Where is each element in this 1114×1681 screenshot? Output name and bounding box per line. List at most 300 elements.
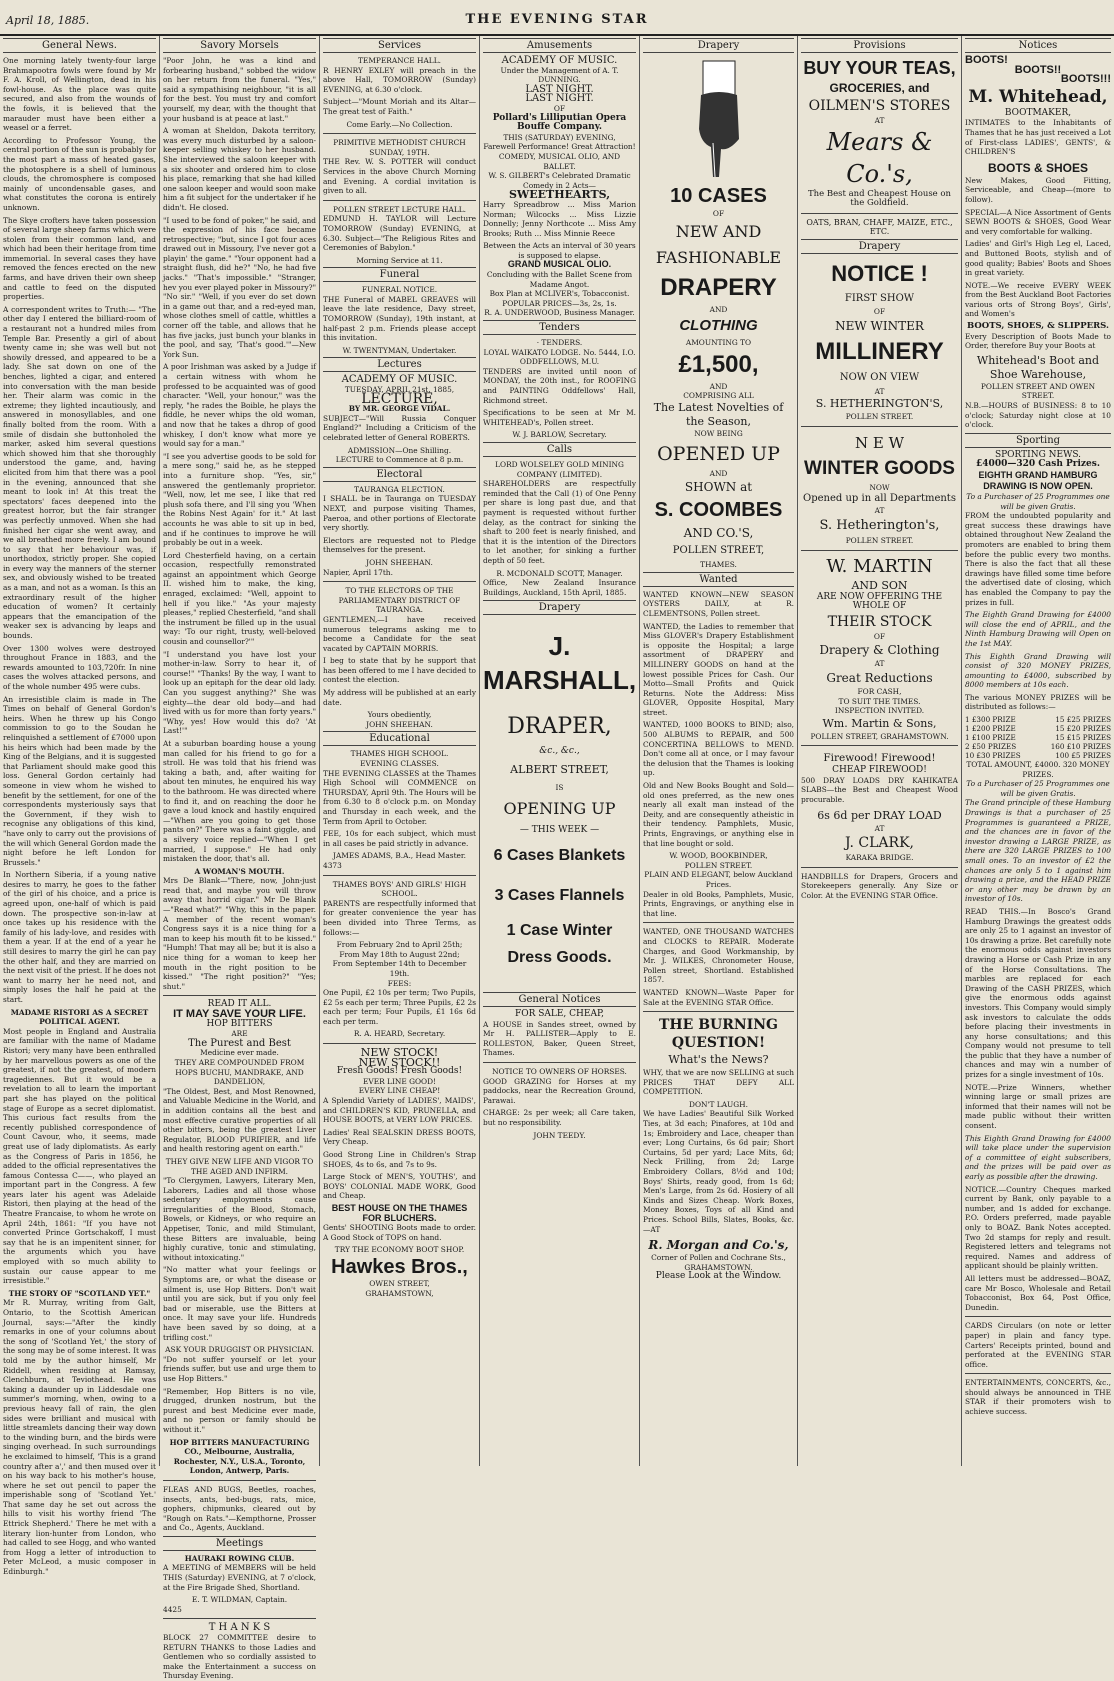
- notice-text: OF: [553, 103, 566, 113]
- prize-cell: 1 £300 PRIZE: [965, 715, 1016, 725]
- ad-line: AT: [874, 659, 885, 669]
- ad-text: Ladies' and Girl's High Leg el, Laced, and Buttoned Boots, stylish and of good quality; Babies' Boots and Shoes in great variety.: [965, 239, 1111, 278]
- notice-title: THAMES BOYS' AND GIRLS' HIGH SCHOOL.: [332, 879, 467, 899]
- ad-line: POLLEN STREET AND OWEN STREET.: [980, 381, 1096, 401]
- ad-text: New Makes, Good Fitting, Serviceable, and Cheap—(more to follow).: [965, 175, 1111, 204]
- ad-line: AND SON: [851, 578, 908, 592]
- ad-line: HOPS BUCHU, MANDRAKE, AND DANDELION,: [175, 1067, 304, 1087]
- ad-line: THEY ARE COMPOUNDED FROM: [174, 1057, 305, 1067]
- section-heading: Funeral: [323, 267, 476, 282]
- ad-line: NOW BEING: [694, 428, 743, 438]
- article-title: THE STORY OF "SCOTLAND YET.": [8, 1288, 151, 1298]
- prize-cell: 15 £20 PRIZES: [1055, 724, 1111, 734]
- notice-text: COMEDY, MUSICAL OLIO, AND BALLET.: [498, 151, 621, 171]
- notice-text: The various MONEY PRIZES will be distributed as follows:—: [965, 692, 1111, 712]
- notice-text: FEE, 10s for each subject, which must in all cases be paid strictly in advance.: [323, 829, 476, 848]
- ad-line: 3 Cases Flannels: [494, 887, 625, 905]
- ad-text: "To Clergymen, Lawyers, Literary Men, Laborers, Ladies and all those whose sedentary employments cause irregularities of the Blood, Stomach, Bowels, or Kidneys, or who require an Appetiser, Tonic, and mild Stimulant, these Bitters are invaluable, being highly curative, tonic and stimulating, without intoxicating.": [163, 1176, 316, 1262]
- notice-signature: W. TWENTYMAN, Undertaker.: [342, 345, 457, 355]
- notice-text: From February 2nd to April 25th;: [336, 940, 463, 950]
- notice-text: Farewell Performance! Great Attraction!: [483, 142, 636, 152]
- notice-title: HAURAKI ROWING CLUB.: [184, 1553, 295, 1563]
- ad-line: Opened up in all Departments: [803, 493, 956, 505]
- ad-line: TRY THE ECONOMY BOOT SHOP.: [334, 1245, 465, 1255]
- ad-amount: £1,500,: [678, 350, 759, 378]
- ad-line: Great Reductions: [826, 670, 933, 685]
- wanted-notice: WANTED, ONE THOUSAND WATCHES and CLOCKS to REPAIR. Moderate Charges, and Good Workmanship, by Mr. J. WILKES, Chronometer House, Pollen street, Shortland. Established 1857.: [643, 927, 794, 985]
- ad-headline: MILLINERY: [815, 337, 944, 365]
- anecdote: Lord Chesterfield having, on a certain occasion, respectfully remonstrated against an appointment which George II. wished him to make, the king, enraged, exclaimed: "Well, appoint to hell if you like." "As your majesty pleases," replied Chesterfield, "and shall the instrument be filled up in the usual way: 'To our right, trusty, well-beloved cousin and counsellor?'": [163, 550, 316, 647]
- notice-signature: JOHN TEEDY.: [533, 1130, 586, 1140]
- ad-line: Please Look at the Window.: [655, 1271, 782, 1282]
- prize-row: [965, 742, 1111, 751]
- ad-line: N E W: [854, 433, 905, 452]
- ad-line: NOW ON VIEW: [839, 371, 920, 383]
- ad-text: WHY, that we are now SELLING at such PRICES THAT DEFY ALL COMPETITION.: [643, 1068, 794, 1097]
- notice-title: PRIMITIVE METHODIST CHURCH SUNDAY, 19TH.: [333, 138, 466, 157]
- notice-title: TEMPERANCE HALL.: [358, 56, 441, 65]
- ad-text: A Splendid Variety of LADIES', MAIDS', and CHILDREN'S KID, PRUNELLA, and HOUSE BOOTS, at VERY LOW PRICES.: [323, 1096, 476, 1125]
- notice-text: SUBJECT—"Will Russia Conquer England?" Including a Criticism of the celebrated letter of General ROBERTS.: [323, 413, 476, 442]
- ad-text: "Remember, Hop Bitters is no vile, drugged, drunken nostrum, but the purest and best Medicine ever made, and no person or family should be without it.": [163, 1386, 316, 1434]
- section-heading: Provisions: [801, 38, 958, 53]
- ad-text: FLEAS AND BUGS, Beetles, roaches, insects, ants, bed-bugs, rats, mice, gophers, chipmunks, cleared out by "Rough on Rats."—Kempthorne, Prosser and Co., Agents, Auckland.: [163, 1484, 316, 1533]
- ad-line: HOP BITTERS MANUFACTURING CO., Melbourne, Australia, Rochester, N.Y., U.S.A., Toronto, London, Antwerp, Paris.: [169, 1437, 310, 1476]
- notice-text: Under the Management of A. T. DUNNING.: [500, 65, 619, 85]
- ad-line: BOOTS!: [965, 54, 1008, 66]
- ad-line: EVER LINE GOOD!: [363, 1076, 436, 1086]
- ad-line: AT: [874, 506, 885, 516]
- notice-text: £4000—320 Cash Prizes.: [976, 459, 1100, 470]
- ad-read: READ IT ALL.: [207, 999, 272, 1010]
- notice-text: R HENRY EXLEY will preach in the above Hall, TOMORROW (Sunday) EVENING, at 6.30 o'clock.: [323, 65, 476, 94]
- ad-line: AND: [709, 381, 728, 391]
- ad-line: AND: [709, 468, 728, 478]
- ad-headline: Firewood! Firewood!: [823, 752, 936, 765]
- prize-cell: 1 £100 PRIZE: [965, 733, 1016, 743]
- column-amusements: [480, 36, 640, 1466]
- ad-headline: OPENING UP: [503, 799, 616, 819]
- prize-row: [965, 724, 1111, 733]
- ad-line: POLLEN STREET.: [845, 412, 914, 422]
- ad-text: Gents' SHOOTING Boots made to order. A Good Stock of TOPS on hand.: [323, 1223, 476, 1242]
- notice-text: TOTAL AMOUNT, £4000. 320 MONEY PRIZES.: [966, 760, 1110, 779]
- notice-text: SHAREHOLDERS are respectfully reminded that the Call (1) of One Penny per share is long past due, and that payment is requested without further delay, as the contract for sinking the shaft to 200 feet is nearly finished, and that it is the intention of the Directors to let another, for sinking a further depth of 50 feet.: [483, 479, 636, 565]
- article: The Skye crofters have taken possession of several large sheep farms which were stolen from their common land, and which had been their heritage from time immemorial. In several cases they have removed the fences erected on the new farms, and have driven their own sheep and cattle to feed on the disputed properties.: [3, 215, 156, 302]
- notice-text: BY MR. GEORGE VIDAL.: [348, 404, 451, 414]
- ad-line: COMPRISING ALL: [683, 391, 754, 401]
- notice-text: This Eighth Grand Drawing will consist of 320 MONEY PRIZES, amounting to £4000, subscribed by 8000 members at 10s each.: [965, 651, 1111, 690]
- notice-title: TAURANGA ELECTION.: [354, 484, 445, 494]
- notice-title: · TENDERS.: [536, 338, 583, 348]
- notice-signature: R. A. HEARD, Secretary.: [353, 1029, 446, 1039]
- wanted-notice: Old and New Books Bought and Sold—old ones preferred, as the new ones nearly all exalt man instead of the Deity, and are consequently atheistic in their tendency. Pamphlets, Music, Prints, Engravings, or anything else in that line bought or sold.: [643, 781, 794, 848]
- notice-text: NOTICE.—Country Cheques marked current by Bank, only payable to a number, and 1s added for exchange. P.O. Orders preferred, made payable only to BOAZ. Bank Notes accepted. Two 2d stamps for reply and result. Registered letters and telegrams not required. Names and address of applicant should be plainly written.: [965, 1184, 1111, 1271]
- ad-line: AT: [874, 386, 885, 396]
- notice-text: My address will be published at an early date.: [323, 688, 476, 707]
- ad-text: SPECIAL—A Nice Assortment of Gents SEWN BOOTS & SHOES, Good Wear and very comfortable for walking.: [965, 207, 1111, 236]
- notice-text: To a Purchaser of 25 Programmes one will be given Gratis.: [966, 492, 1110, 511]
- notice-signature: E. T. WILDMAN, Captain.: [191, 1595, 288, 1605]
- section-heading: Calls: [483, 442, 636, 457]
- ad-line: HOP BITTERS: [206, 1018, 273, 1029]
- section-heading: Meetings: [163, 1536, 316, 1551]
- notice-signature: JOHN SHEEHAN.: [366, 557, 433, 567]
- ad-line: The Latest Novelties of the Season,: [653, 400, 784, 428]
- ad-headline: 10 CASES: [670, 185, 767, 207]
- section-heading: Sporting: [965, 433, 1111, 448]
- issue-date: April 18, 1885.: [6, 14, 90, 27]
- ad-line: ALBERT STREET,: [510, 762, 609, 776]
- anecdote: At a suburban boarding house a young man called for his friend to go for a stroll. He was told that his friend was taking a bath, and, after waiting for about ten minutes, he enquired his way to the bathroom. He was directed where to find it, and on reaching the door he gave a loud knock and hastily enquired—"When are you going to get those pants on?" There was a faint giggle, and a silvery voice replied—"When I get married, I suppose." He had only mistaken the door, that's all.: [163, 738, 316, 864]
- notice-text: TENDERS are invited until noon of MONDAY, the 20th inst., for ROOFING and PAINTING Oddfellows' Hall, Richmond street.: [483, 366, 636, 405]
- notice-text: FROM the undoubted popularity and great success these drawings have obtained throughout New Zealand the promoters are enabled to bring them before the public every two months. There is also the fact that all these drawings have filled some time before the advertised date of closing, which has enabled the Company to pay the prizes in full.: [965, 511, 1111, 607]
- notice-text: NOTE.—Prize Winners, whether winning large or small prizes are informed that their names will not be made public without their written consent.: [965, 1082, 1111, 1131]
- notice-text: I SHALL be in Tauranga on TUESDAY NEXT, and purpose visiting Thames, Paeroa, and other portions of Electorate very shortly.: [323, 494, 476, 533]
- ad-line: The Purest and Best: [188, 1037, 291, 1049]
- notice-text: Come Early.—No Collection.: [346, 119, 453, 129]
- ad-text: Large Stock of MEN'S, YOUTHS', and BOYS' COLONIAL MADE WORK, Good and Cheap.: [323, 1172, 476, 1201]
- notice-headline: LECTURE,: [361, 390, 438, 407]
- column-drapery: [640, 36, 798, 1466]
- ad-line: BOOTS, SHOES, & SLIPPERS.: [967, 321, 1109, 332]
- notice-signature: W. WOOD, BOOKBINDER,: [669, 851, 768, 861]
- ad-line: OF: [712, 209, 725, 218]
- notice-text: EDMUND H. TAYLOR will Lecture TOMORROW (Sunday) EVENING, at 6.30. Subject—"The Religious Rites and Ceremonies of Babylon.": [323, 214, 476, 253]
- ad-line: DON'T LAUGH.: [689, 1099, 748, 1109]
- ad-brand: W. MARTIN: [826, 555, 933, 577]
- notice-headline: SWEETHEARTS,: [508, 188, 611, 202]
- ad-line: Corner of Pollen and Cochrane Sts., GRAHAMSTOWN.: [651, 1253, 786, 1272]
- notice-text: GENTLEMEN,—I have received numerous telegrams asking me to become a Candidate for the seat vacated by CAPTAIN MORRIS.: [323, 614, 476, 653]
- ad-text: NOTE.—We receive EVERY WEEK from the Best Auckland Boot Factories various orts of Strong Boys', Girls', and Women's: [965, 280, 1111, 319]
- notice-text: Pollard's Lilliputian Opera Bouffe Company.: [492, 112, 627, 133]
- section-heading: Tenders: [483, 320, 636, 335]
- ad-line: AT: [874, 823, 885, 833]
- section-heading: Services: [323, 38, 476, 53]
- notice-signature: R. A. UNDERWOOD, Business Manager.: [484, 308, 635, 318]
- notice-text: Between the Acts an interval of 30 years is supposed to elapse.: [483, 241, 636, 260]
- prize-row: [965, 733, 1111, 742]
- ad-line: FASHIONABLE: [655, 247, 782, 267]
- notice-text: Concluding with the Ballet Scene from Madame Angot.: [486, 270, 633, 289]
- ad-line: THEIR STOCK: [827, 613, 932, 630]
- notice-text: CARDS Circulars (on note or letter paper) in plain and fancy type. Carters' Receipts printed, bound and perforated at the EVENING STAR office.: [965, 1321, 1111, 1369]
- notice-signature: JOHN SHEEHAN.: [366, 719, 433, 729]
- ad-headline: NEW STOCK!: [360, 1046, 439, 1060]
- notice-text: GOOD GRAZING for Horses at my paddocks, near the Recreation Ground, Parawai.: [483, 1076, 636, 1105]
- notice-text: LECTURE to Commence at 8 p.m.: [335, 455, 464, 465]
- notice-text: Dealer in old Books, Pamphlets, Music, Prints, Engravings, or anything else in that line.: [643, 889, 794, 918]
- ad-line: FIRST SHOW: [844, 292, 915, 304]
- section-heading: Notices: [965, 38, 1111, 53]
- notice-text: BLOCK 27 COMMITTEE desire to RETURN THANKS to those Ladies and Gentlemen who so cordially assisted to make the Entertainment a success on Thursday Evening.: [163, 1633, 316, 1681]
- column-general-news: [0, 36, 160, 1577]
- notice-title: SPORTING NEWS.: [994, 449, 1082, 460]
- anecdote: A poor Irishman was asked by a Judge if a certain witness with whom he professed to be acquainted was of good character. "Well, your honour," was the reply, "he rades the Boible, he plays the fiddle, he never whips the old woman, and now that he takes a dhrop of good whiskey, I don't know what more ye would say for a man.": [163, 362, 316, 449]
- anecdote-title: A WOMAN'S MOUTH.: [194, 866, 285, 876]
- ad-text: INTIMATES to the Inhabitants of Thames that he has just received a Lot of First-class LADIES', GENTS', & CHILDREN'S: [965, 118, 1111, 157]
- pointing-hand-icon: [689, 59, 749, 179]
- prize-cell: 15 £15 PRIZES: [1055, 733, 1111, 743]
- notice-title: T H A N K S: [208, 1622, 271, 1634]
- notice-text: This Eighth Grand Drawing for £4000 will take place under the supervision of a committee of eight subscribers, and the prizes will be paid over as early as possible after the drawing.: [965, 1133, 1111, 1181]
- ad-brand: S. Hetherington's,: [819, 517, 940, 533]
- notice-text: THE Funeral of MABEL GREAVES will leave the late residence, Davy street, TOMORROW (Sunday), 19th instant, at half-past 2 p.m. Friends please accept this invitation.: [323, 294, 476, 343]
- ad-line: GRAHAMSTOWN,: [365, 1288, 434, 1298]
- ad-line: BOOTMAKER,: [1004, 107, 1072, 118]
- notice-text: THE Rev. W. S. POTTER will conduct Services in the above Church Morning and Evening. A cordial invitation is given to all.: [323, 157, 476, 196]
- ad-headline: DRAPER,: [507, 714, 612, 740]
- ad-headline: NOTICE !: [831, 260, 928, 286]
- notice-text: Napier, April 17th.: [323, 567, 393, 577]
- ad-brand: R. Morgan and Co.'s,: [648, 1238, 789, 1253]
- wanted-notice: WANTED, the Ladies to remember that Miss GLOVER's Drapery Establishment is opposite the Hospital; a large assortment of DRAPERY and MILLINERY GOODS on hand at the lowest possible Prices for Cash. Our Motto—Small Profits and Quick Returns. Note the Address: Miss GLOVER, Opposite Hospital, Mary street.: [643, 621, 794, 717]
- ad-line: THAMES.: [700, 560, 737, 570]
- ad-text: N.B.—HOURS of BUSINESS: 8 to 10 o'clock; Saturday night close at 10 o'clock.: [965, 401, 1111, 430]
- ad-headline: WINTER GOODS: [804, 457, 955, 479]
- ad-text: "Do not suffer yourself or let your friends suffer, but use and urge them to use Hop Bitters.": [163, 1354, 316, 1383]
- anecdote: "Poor John, he was a kind and forbearing husband," sobbed the widow on her return from the funeral. "Yes," said a sympathising neighbour, "it is all for the best. You must try and comfort yourself, my dear, with the thought that your husband is at peace at last.": [163, 56, 316, 123]
- ad-line: AND: [709, 304, 728, 314]
- ad-headline: CLOTHING: [679, 317, 758, 335]
- notice-signature: R. MCDONALD SCOTT, Manager.: [496, 568, 623, 578]
- column-savory-morsels: [160, 36, 320, 1681]
- ad-headline: BOOTS & SHOES: [987, 160, 1088, 175]
- ad-headline: IT MAY SAVE YOUR LIFE.: [173, 1008, 306, 1020]
- ad-line: 6 Cases Blankets: [493, 847, 626, 865]
- notice-headline: EIGHTH GRAND HAMBURG DRAWING IS NOW OPEN.: [978, 470, 1098, 491]
- prize-cell: 160 £10 PRIZES: [1050, 742, 1111, 752]
- ad-brand: Wm. Martin & Sons,: [822, 716, 937, 730]
- notice-text: Morning Service at 11.: [356, 255, 443, 265]
- section-heading: Drapery: [643, 38, 794, 53]
- notice-text: FEES:: [387, 978, 412, 988]
- ad-line: Fresh Goods! Fresh Goods!: [336, 1066, 463, 1077]
- prize-cell: 10 £30 PRIZES: [965, 751, 1021, 761]
- notice-title: LORD WOLSELEY GOLD MINING COMPANY (LIMITED).: [495, 459, 624, 479]
- ad-line: OF: [873, 306, 886, 316]
- anecdote: "I understand you have lost your mother-in-law. Sorry to hear it, of course!" "Thanks! By the way, I want to look up an epitaph for the dear old lady. Can you suggest anything?" She was eighty—the dear old body—and had lived with us for more than forty years." "Why, yes! How would this do? 'At Last!'": [163, 649, 316, 736]
- ad-line: 6s 6d per DRAY LOAD: [817, 808, 942, 822]
- article: An irresistible claim is made in The Times on behalf of General Gordon's heirs. When he threw up his Congo commission to go to the Soudan he relinquished a settlement of £7000 upon his heirs which had been made by the King of the Belgians, and it is suggested that Parliament should make good this loss. General Gordon certainly had someone in view whom he wished to benefit by the settlement, for one of the correspondents mysteriously says that the Government, if they wish to recognise any obligations of this kind, "have only to carry out the provisions of the will which General Gordon made the night before he left London for Brussels.": [3, 694, 156, 867]
- wanted-notice: WANTED, 1000 BOOKS to BIND; also, 500 ALBUMS to REPAIR, and 500 CONCERTINA BELLOWS to MEND. Don't come all at once, or I may favour the delusion that the Thames is looking up.: [643, 720, 794, 778]
- notice-text: I beg to state that by he support that has been offered to me I have decided to contest the election.: [323, 656, 477, 685]
- ad-line: CHEAP FIREWOOD!: [832, 765, 927, 776]
- notice-number: 4425: [163, 1604, 182, 1614]
- notice-title: POLLEN STREET LECTURE HALL.: [332, 204, 467, 214]
- notice-text: All letters must be addressed—BOAZ, care Mr Bosco, Wholesale and Retail Tobacconist, Box 64, Post Office, Dunedin.: [965, 1273, 1111, 1312]
- article: According to Professor Young, the central portion of the sun is probably for the most part a mass of heated gases, the photosphere is a shell of luminous clouds, the chromosphere is composed mainly of uncondensable gases, and what constitutes the corona is entirely unknown.: [3, 135, 156, 212]
- article: In Northern Siberia, if a young native desires to marry, he goes to the father of the girl of his choice, and a price is agreed upon, one-half of which is paid down. The prospective son-in-law at once takes up his residence with the family of his lady-love, and resides with them a year. If at the end of a year he still desires to marry the girl he can pay the other half, and they are married on the next visit of the priest. If he does not want to marry her he need not, and simply loses the half he paid at the start.: [3, 870, 156, 1004]
- notice-text: TUESDAY, APRIL 21st, 1885,: [344, 385, 455, 395]
- notice-signature: JAMES ADAMS, B.A., Head Master.: [333, 851, 466, 861]
- ad-line: NEW WINTER: [835, 318, 924, 333]
- ad-brand: Mears & Co.'s,: [826, 127, 933, 188]
- ad-line: NOW: [869, 482, 890, 492]
- notice-text: Subject—"Mount Moriah and its Altar—The great test of Faith.": [323, 97, 476, 116]
- prize-cell: 2 £50 PRIZES: [965, 742, 1017, 752]
- ad-headline: NEW STOCK!!: [358, 1055, 441, 1069]
- notice-title: FUNERAL NOTICE.: [361, 285, 438, 295]
- ad-line: OILMEN'S STORES: [808, 98, 951, 114]
- ad-line: TO SUIT THE TIMES.: [838, 696, 921, 706]
- prize-table: [965, 715, 1111, 760]
- notice-title: TO THE ELECTORS OF THE PARLIAMENTARY DISTRICT OF TAURANGA.: [338, 586, 461, 615]
- notice-text: LAST NIGHT.: [525, 93, 594, 105]
- ad-brand: Hawkes Bros.,: [331, 1255, 468, 1278]
- notice-text: Yours obediently,: [367, 710, 432, 720]
- ad-line: AND CO.'S,: [683, 526, 754, 541]
- ad-line: Medicine ever made.: [200, 1048, 279, 1058]
- notice-text: Office, New Zealand Insurance Buildings, Auckland, 15th April, 1885.: [483, 578, 636, 597]
- ad-brand: Whitehead's Boot and Shoe Warehouse,: [976, 353, 1100, 381]
- ad-line: INSPECTION INVITED.: [834, 706, 925, 716]
- anecdote: A woman at Sheldon, Dakota territory, was every much disturbed by a saloon-keeper selling whiskey to her husband. She interviewed the saloon keeper with a six shooter and ordered him to close his place, remarking that she had killed one saloon keeper and would soon make him a fit subject for the undertaker if he didn't. He closed.: [163, 126, 316, 212]
- ad-line: POLLEN STREET,: [672, 545, 765, 557]
- ad-headline: OPENED UP: [657, 442, 780, 465]
- article: Most people in England and Australia are familiar with the name of Madame Ristori; very many have been enthralled by her marvellous powers as one of the greatest, if not the greatest, of modern tragediennes. But it would be a revelation to all to learn the important part she has played on the political stage of Europe as a secret diplomatist. This curious fact results from the recently published correspondence of Count Cavour, who, it seems, made great use of lady diplomatists. As early as the Congress of Paris in 1856, he added to the official representatives the famous Contessa C——, who played an important part in the Congress. A few years later his agent was Adelaide Ristori, then playing at the head of the Theatre Francaise, to whom he wrote on April 24th, 1861: "If you have not converted Prince Gortschakoff, I must say that he is an impenitent sinner, for the arguments which you have employed with so much ability to sustain our cause appear to me irresistible.": [3, 1026, 156, 1286]
- notice-text: Harry Spreadbrow ... Miss Marion Norman; Wilcocks ... Miss Lizzie Donnelly; Jenny Northcote ... Miss Amy Brooks; Ruth ... Miss Minnie Reece: [483, 199, 636, 238]
- anecdote: "I see you advertise goods to be sold for a mere song," said he, as he stepped into a furniture shop. "Yes, sir," answered the gentlemanly proprietor. "Well, now, let me see, I like that red plush sofa there, and I'll sing you 'When the Robins Nest Again' for it." At last accounts he was able to sit up in bed, and if he continues to improve he will probably be out in a week.: [163, 451, 316, 548]
- ad-text: "No matter what your feelings or Symptoms are, or what the disease or ailment is, use Hop Bitters. Don't wait until you are sick, but if you only feel bad or miserable, use the Bitters at once. It may save your life. Hundreds have been saved by so doing, at a trifling cost.": [163, 1265, 316, 1342]
- notice-text: The Grand principle of these Hamburg Drawings is that a purchaser of 25 Programmes is guaranteed a PRIZE, and the chances are in favor of the investor drawing a LARGE PRIZE, as there are 320 LARGE PRIZES to 100 small ones. To an investor of £2 the chances are only 5 to 1 against him drawing a prize, and the HEAD PRIZE or any other may be drawn by an investor of 10s.: [965, 798, 1111, 904]
- prize-cell: 15 £25 PRIZES: [1055, 715, 1111, 725]
- ad-line: — THIS WEEK —: [519, 825, 600, 836]
- ad-line: GROCERIES, and: [829, 81, 930, 95]
- section-heading: Lectures: [323, 357, 476, 372]
- notice-title: NOTICE TO OWNERS OF HORSES.: [492, 1067, 627, 1077]
- article: One morning lately twenty-four large Brahmapootra fowls were found by Mr F. A. Kroll, of Wellington, dead in his fowl-house. As the place was quite secured, and also from the wounds of the fowls, it is believed that the marauder must have been either a weasel or a ferret.: [3, 56, 156, 133]
- notice-text: Specifications to be seen at Mr M. WHITEHEAD's, Pollen street.: [483, 408, 636, 427]
- prize-cell: 100 £5 PRIZES: [1055, 751, 1111, 761]
- ad-brand: S. HETHERINGTON'S,: [815, 397, 944, 411]
- article: A correspondent writes to Truth:— "The other day I entered the billiard-room of a restaurant not a hundred miles from Temple Bar. Presently a girl of about twenty came in; she was well but not showily dressed, and appeared to be a lady. She sat down on one of the benches, lighted a cigar, and entered into conversation with the man beside her. Their alarm was comic in the extreme; they lighted incautiously, and answered in monosyllables, and one finally bolted from the room. With a smile of disdain she buttonholed the marker, asked him several questions which showed him that she thoroughly understood the game, and, having elicited from him that there was a pool in the evening, announced that she meant to look in! At this treat the spectators' faces deepened into the greatest horror, but the fair stranger was perfectly unmoved. When she had finished her cigar she went away, and we all breathed more freely. I am bound to say that her behaviour was, if unorthodox, strictly proper. She copied in every way the manners of the sterner sex, and obviously wished to be treated as a man, and not as a woman. Is this an extraordinary result of the higher education of women? It certainly appears that the emancipation of the weaker sex is advancing by leaps and bounds.: [3, 304, 156, 641]
- notice-text: GRAND MUSICAL OLIO.: [507, 259, 612, 270]
- ad-line: BOOTS!!!: [1060, 73, 1111, 86]
- ad-brand: J. MARSHALL,: [483, 631, 637, 696]
- ad-line: OWEN STREET,: [369, 1278, 430, 1288]
- ad-line: NEW AND: [675, 221, 762, 241]
- article: Over 1300 wolves were destroyed throughout France in 1883, and the rewards amounted to 103,720fr. In nine cases the wolves attacked persons, and of the whole number 495 were cubs.: [3, 643, 156, 691]
- ad-line: KARAKA BRIDGE.: [845, 853, 914, 863]
- ad-brand: S. COOMBES: [654, 499, 783, 522]
- ad-line: IS: [555, 782, 564, 792]
- ad-line: &c., &c.,: [539, 746, 580, 757]
- ad-line: ARE NOW OFFERING THE WHOLE OF: [816, 591, 943, 612]
- ad-line: OF: [873, 631, 886, 641]
- notice-text: Electors are requested not to Pledge themselves for the present.: [323, 535, 476, 555]
- ad-text: 500 DRAY LOADS DRY KAHIKATEA SLABS—the Best and Cheapest Wood procurable.: [801, 775, 958, 805]
- notice-text: LOYAL WAIKATO LODGE. No. 5444, I.O. ODDFELLOWS, M.U.: [483, 347, 636, 367]
- notice-text: ADMISSION—One Shilling.: [347, 445, 452, 455]
- ad-line: THEY GIVE NEW LIFE AND VIGOR TO THE AGED AND INFIRM.: [165, 1156, 314, 1176]
- column-notices-sporting: [962, 36, 1114, 1466]
- ad-text: Ladies' Real SEALSKIN DRESS BOOTS, Very Cheap.: [323, 1127, 476, 1147]
- notice-text: LAST NIGHT.: [525, 83, 594, 95]
- ad-brand: J. CLARK,: [845, 835, 914, 852]
- notice-text: POLLEN STREET.: [684, 860, 753, 870]
- notice-title: ACADEMY OF MUSIC.: [341, 374, 458, 386]
- ad-line: EVERY LINE CHEAP!: [358, 1086, 441, 1096]
- section-heading: General News.: [3, 38, 156, 53]
- notice-text: One Pupil, £2 10s per term; Two Pupils, £2 5s each per term; Three Pupils, £2 2s each per term; Four Pupils, £1 16s 6d each per term.: [323, 988, 476, 1026]
- section-heading: Savory Morsels: [163, 38, 316, 53]
- ad-text: HANDBILLS for Drapers, Grocers and Storekeepers generally. Any Size or Color. At the EVENING STAR Office.: [801, 871, 958, 901]
- section-heading: General Notices: [483, 992, 636, 1007]
- notice-number: 4373: [323, 860, 342, 870]
- wanted-notice: WANTED KNOWN—Waste Paper for Sale at the EVENING STAR Office.: [643, 987, 794, 1007]
- notice-signature: W. J. BARLOW, Secretary.: [512, 430, 607, 440]
- anecdote: Mrs De Blank—"There, now, John-just read that, and maybe you will throw away that horrid cigar." Mr De Blank—"Read what?" "Why, this in the paper. A member of the recent woman's Congress says it is a nice thing for a man to keep his mouth fit to be kissed." "Humph! That may all be; but it is also a nice thing for a woman to keep her mouth in the right position to be kissed." "The right position?" "Yes; shut.": [163, 876, 316, 991]
- notice-text: The Eighth Grand Drawing for £4000 will close the end of APRIL, and the Ninth Hamburg Drawing will Open on the 1st MAY.: [965, 610, 1111, 648]
- article-title: MADAME RISTORI AS A SECRET POLITICAL AGENT.: [10, 1007, 149, 1027]
- ad-line: BEST HOUSE ON THE THAMES FOR BLUCHERS.: [331, 1202, 468, 1223]
- ad-headline: THE BURNING: [659, 1017, 778, 1034]
- section-heading: Amusements: [483, 38, 636, 53]
- section-heading: Wanted: [643, 572, 794, 587]
- ad-line: POLLEN STREET.: [845, 535, 914, 545]
- notice-text: EVENING CLASSES.: [360, 759, 439, 769]
- ad-line: POLLEN STREET, GRAHAMSTOWN.: [810, 731, 949, 741]
- notice-text: From September 14th to December 19th.: [332, 959, 467, 978]
- notice-title: ACADEMY OF MUSIC.: [501, 55, 618, 66]
- section-heading: Drapery: [483, 600, 636, 615]
- notice-text: A HOUSE in Sandes street, owned by Mr H. PALLISTER—Apply to E. ROLLESTON, Baker, Queen Street, Thames.: [483, 1019, 636, 1058]
- notice-text: From May 18th to August 22nd;: [339, 949, 460, 959]
- ad-text: "The Oldest, Best, and Most Renowned, and Valuable Medicine in the World, and in addition contains all the best and most effective curative properties of all other bitters, being the greatest Liver Regulator, BLOOD PURIFIER, and life and health restoring agent on earth.": [163, 1086, 316, 1154]
- ad-headline: BUY YOUR TEAS,: [803, 58, 956, 78]
- ad-line: Drapery & Clothing: [819, 643, 940, 658]
- ad-line: What's the News?: [668, 1053, 769, 1067]
- wanted-notice: WANTED KNOWN—NEW SEASON OYSTERS DAILY, at R. CLEMENTSONS, Pollen street.: [643, 589, 794, 618]
- section-heading: Educational: [323, 731, 476, 746]
- ad-headline: DRAPERY: [660, 273, 777, 301]
- ad-text: Good Strong Line in Children's Strap SHOES, 4s to 6s, and 7s to 9s.: [323, 1150, 476, 1169]
- notice-title: THAMES HIGH SCHOOL.: [350, 749, 449, 759]
- ad-text: Every Description of Boots Made to Order, therefore Buy your Boots at: [965, 331, 1111, 351]
- ad-line: BOOTS!!: [1014, 63, 1062, 76]
- ad-line: AMOUNTING TO: [685, 338, 752, 348]
- notice-text: W. S. GILBERT's Celebrated Dramatic Comedy in 2 Acts—: [488, 171, 631, 190]
- prize-cell: 1 £200 PRIZE: [965, 724, 1016, 734]
- section-heading: Drapery: [801, 239, 958, 254]
- ad-headline: QUESTION!: [671, 1035, 766, 1052]
- ad-text: We have Ladies' Beautiful Silk Worked Ties, at 3d each; Pinafores, at 10d and 1s; Embroidery and Lace, cheaper than ever; Long Curtains, 6s 6d pair; Short Curtains, 5d per yard; Lace Mits, 6d; Neck Frilling, from 2d; Large Embroidery Collars, 8½d and 10d; Boys' Shirts, ready good, from 1s 6d; Men's Large, from 2s 6d. Hosiery of all Kinds and Sizes Cheap. Work Boxes, Money Boxes, Toys of all Kind and Prices. School Bills, Slates, Books, &c.—AT: [643, 1109, 794, 1234]
- article: Mr R. Murray, writing from Galt, Ontario, to the Scottish American Journal, says:—"After the kindly remarks in one of your columns about the song of 'Scotland Yet,' the story of the song may be of some interest. It was told me by the author himself, Mr Riddell, when residing at Ramsay, Clenchburn, at Teviothead. He was taking a daunder up in Liddesdale one summer's morning, when, owing to a previous heavy fall of rain, the glen sides were brilliant and musical with little streamlets dancing their way down to the winding burn, and the birds were singing overhead. In such surroundings he exclaimed to himself, 'This is a grand country after a',' and then mused over it on his way back to his mother's house, where he set out pencil to paper the imperishable song of 'Scotland Yet.' That same day he set out across the hills to visit his worthy friend 'The Ettrick Shepherd.' There he met with a literary lion-hunter from London, who had called to see Hogg, and who wanted from Hogg a letter of introduction to Peter McLeod, a music composer in Edinburgh.": [3, 1298, 156, 1577]
- notice-text: A MEETING of MEMBERS will be held THIS (Saturday) EVENING, at 7 o'clock, at the Fire Brigade Shed, Shortland.: [163, 1563, 316, 1592]
- section-heading: Electoral: [323, 467, 476, 482]
- anecdote: "I used to be fond of poker," he said, and the expression of his face became retrospective; "but, since I got four aces drawed out in Missoury, I've never got a playin' the game." "Your opponent had a straight flush, did he?" "No, he had five jacks." "That's impossible." "Stranger, hev you ever played poker in Missoury?" "No sir." "Well, if you ever do set down in a game out thar, and a red-eyed man, whose clothes smell of cattle, whittles a corner off the table, and allows that he has five jacks, just bunch your blanks in the pool, and say, 'That's good.'"—New York Sun.: [163, 215, 316, 359]
- notice-text: THIS (SATURDAY) EVENING,: [503, 132, 616, 142]
- notice-text: To a Purchaser of 25 Programmes one will be given Gratis.: [966, 779, 1110, 798]
- notice-title: FOR SALE, CHEAP,: [514, 1009, 605, 1020]
- ad-line: FOR CASH,: [857, 686, 902, 696]
- ad-brand: M. Whitehead,: [968, 86, 1108, 107]
- column-services: [320, 36, 480, 1466]
- ad-line: OATS, BRAN, CHAFF, MAIZE, ETC., ETC.: [806, 217, 953, 237]
- ad-line: ASK YOUR DRUGGIST OR PHYSICIAN.: [165, 1345, 314, 1355]
- notice-text: READ THIS.—In Bosco's Grand Hamburg Drawings the greatest odds are only 25 to 1 against an investor of 10s drawing a prize. Bet carefully note the enormous odds against investors drawing a Horse or Cash Prize in any of the Horse Consultations. The marbles are replaced for each Drawing of the CASH PRIZES, which give the enormous odds against investors. This Company would simply ask investors to calculate the odds before placing their investments in any horse consultations; and this Company would not presume to tell the public that they have a number of chances and may win a number of prizes for a single investment of 10s.: [965, 906, 1111, 1080]
- prize-row: [965, 751, 1111, 760]
- ad-line: SHOWN at: [684, 480, 753, 495]
- ad-line: Dress Goods.: [507, 949, 612, 967]
- prize-row: [965, 715, 1111, 724]
- notice-text: Box Plan at MCLIVER's, Tobacconist. POPULAR PRICES—3s, 2s, 1s.: [489, 289, 630, 308]
- newspaper-title: THE EVENING STAR: [465, 12, 649, 27]
- notice-text: CHARGE: 2s per week; all Care taken, but no responsibility.: [483, 1108, 636, 1127]
- notice-text: PLAIN AND ELEGANT, below Auckland Prices.: [644, 870, 793, 889]
